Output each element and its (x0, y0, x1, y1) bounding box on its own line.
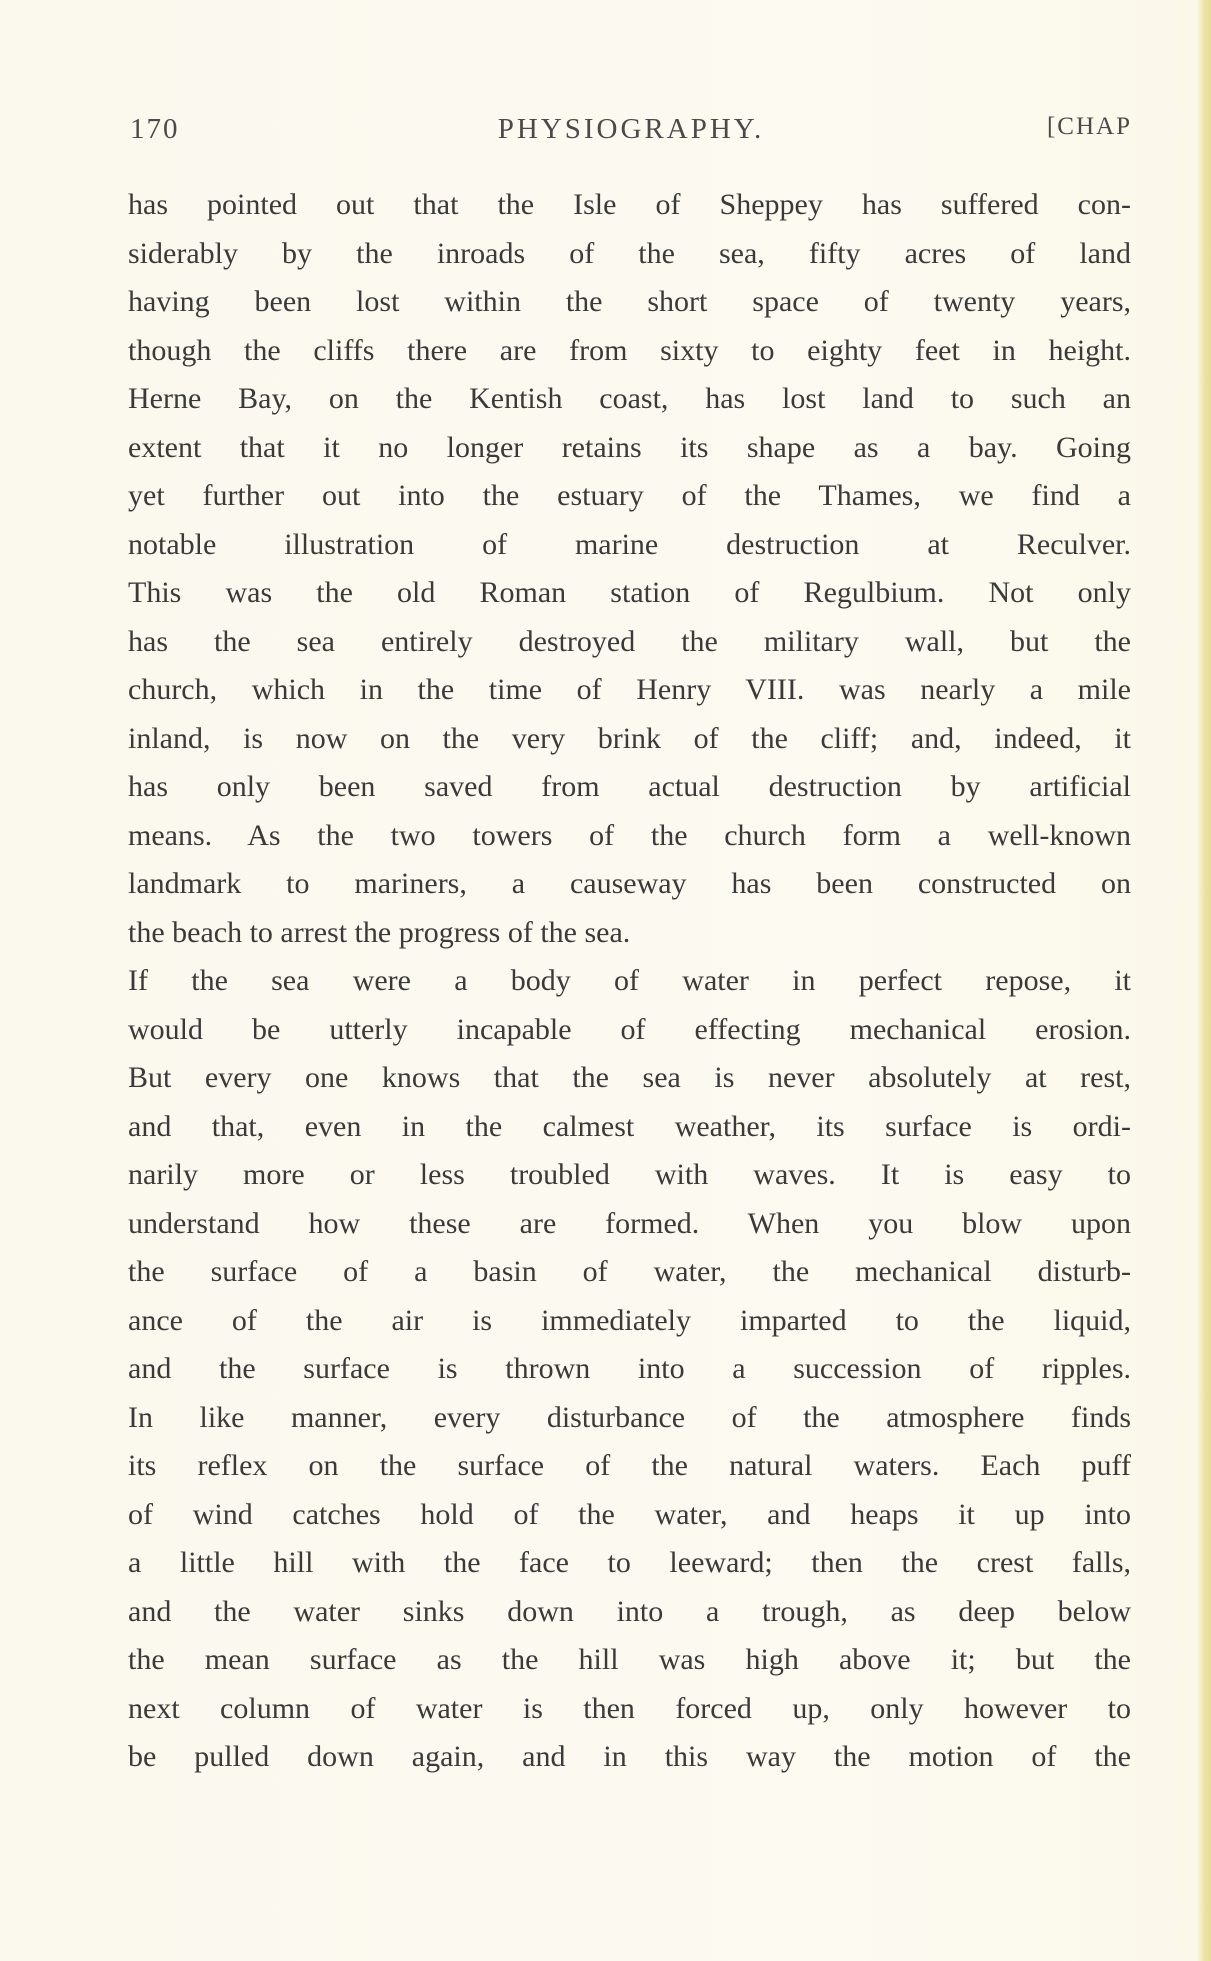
text-line: notable illustration of marine destruction at Reculver. (128, 527, 1131, 561)
paragraph-start-line: If the sea were a body of water in perfect repose, it (128, 964, 1131, 997)
text-line: would be utterly incapable of effecting mechanical erosion. (128, 1012, 1131, 1046)
text-line: having been lost within the short space of twenty years, (128, 285, 1131, 318)
text-line: and that, even in the calmest weather, its surface is ordi- (128, 1109, 1131, 1143)
text-line: inland, is now on the very brink of the cliff; and, indeed, it (128, 721, 1131, 755)
text-line: the mean surface as the hill was high above it; but the (128, 1643, 1131, 1676)
text-line: though the cliffs there are from sixty to eighty feet in height. (128, 333, 1131, 367)
text-line: of wind catches hold of the water, and heaps it up into (128, 1497, 1131, 1531)
body-text (128, 181, 1131, 1782)
page-header (130, 113, 1132, 157)
text-line: next column of water is then forced up, only however to (128, 1691, 1131, 1725)
page-edge-shadow (1197, 0, 1211, 1961)
chapter-mark: [CHAP (1046, 113, 1132, 140)
text-line: and the water sinks down into a trough, as deep below (128, 1594, 1131, 1628)
running-title: PHYSIOGRAPHY. (497, 113, 765, 145)
text-line: extent that it no longer retains its shape as a bay. Going (128, 430, 1131, 464)
paragraph-end-line: the beach to arrest the progress of the sea. (128, 915, 631, 949)
text-line: church, which in the time of Henry VIII. was nearly a mile (128, 673, 1131, 706)
text-line: has the sea entirely destroyed the military wall, but the (128, 624, 1131, 658)
text-line: landmark to mariners, a causeway has been constructed on (128, 867, 1131, 900)
text-line: its reflex on the surface of the natural waters. Each puff (128, 1449, 1131, 1482)
text-line: This was the old Roman station of Regulbium. Not only (128, 576, 1131, 609)
text-line: siderably by the inroads of the sea, fifty acres of land (128, 236, 1131, 270)
text-line: ance of the air is immediately imparted to the liquid, (128, 1303, 1131, 1337)
text-line: yet further out into the estuary of the Thames, we find a (128, 479, 1131, 512)
text-line: be pulled down again, and in this way the motion of the (128, 1740, 1131, 1773)
text-line: understand how these are formed. When you blow upon (128, 1206, 1131, 1240)
page-number: 170 (130, 113, 180, 145)
text-line: has pointed out that the Isle of Sheppey has suffered con- (128, 188, 1131, 221)
text-line: Herne Bay, on the Kentish coast, has lost land to such an (128, 382, 1131, 415)
text-line: and the surface is thrown into a succession of ripples. (128, 1352, 1131, 1385)
text-line: narily more or less troubled with waves. It is easy to (128, 1158, 1131, 1191)
text-line: But every one knows that the sea is never absolutely at rest, (128, 1061, 1131, 1094)
text-line: has only been saved from actual destruction by artificial (128, 770, 1131, 803)
text-line: In like manner, every disturbance of the atmosphere finds (128, 1400, 1131, 1434)
text-line: means. As the two towers of the church form a well-known (128, 818, 1131, 852)
text-line: the surface of a basin of water, the mechanical disturb- (128, 1255, 1131, 1288)
text-line: a little hill with the face to leeward; then the crest falls, (128, 1546, 1131, 1579)
